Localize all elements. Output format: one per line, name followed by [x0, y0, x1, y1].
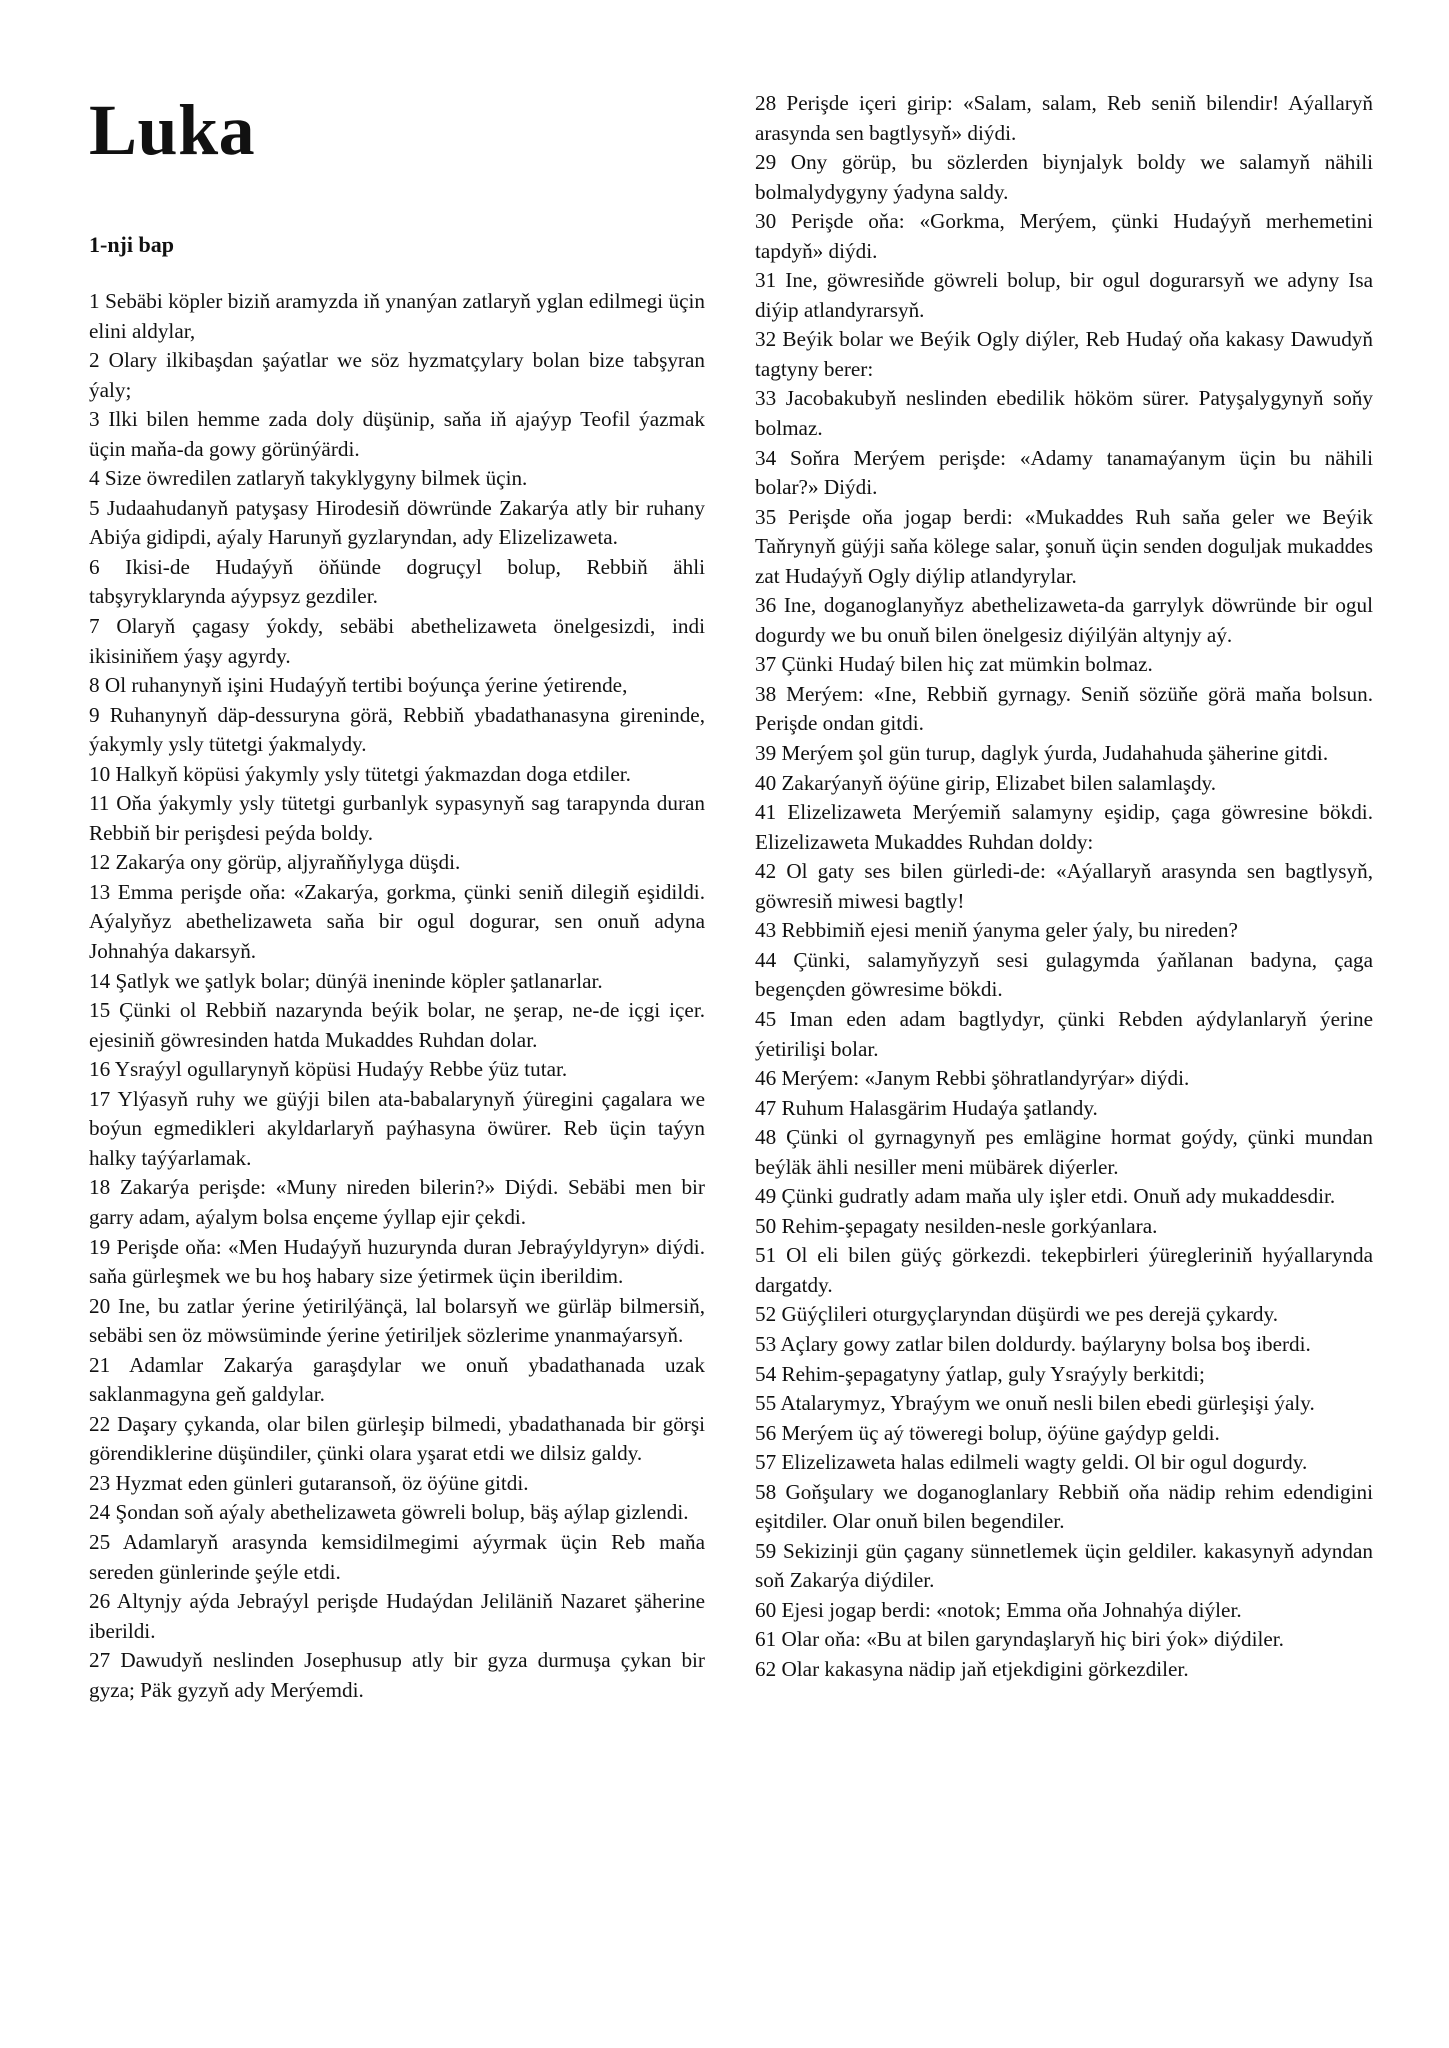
- verse-paragraph: 3 Ilki bilen hemme zada doly düşünip, saňa iň ajaýyp Teofil ýazmak üçin maňa-da gowy görünýärdi.: [89, 407, 705, 461]
- verse-paragraph: 44 Çünki, salamyňyzyň sesi gulagymda ýaňlanan badyna, çaga begençden göwresime bökdi.: [755, 947, 1373, 1002]
- verse-paragraph: 60 Ejesi jogap berdi: «notok; Emma oňa Johnahýa diýler.: [755, 1597, 1242, 1622]
- verse-paragraph: 52 Güýçlileri oturgyçlaryndan düşürdi we pes derejä çykardy.: [755, 1302, 1279, 1327]
- verse-paragraph: 35 Perişde oňa jogap berdi: «Mukaddes Ruh saňa geler we Beýik Taňrynyň güýji saňa kölege salar, şonuň üçin senden doguljak mukaddes zat Hudaýyň Ogly diýlip atlandyrylar.: [755, 504, 1373, 588]
- verse-paragraph: 32 Beýik bolar we Beýik Ogly diýler, Reb Hudaý oňa kakasy Dawudyň tagtyny berer:: [755, 327, 1373, 381]
- verse-paragraph: 1 Sebäbi köpler biziň aramyzda iň ynanýan zatlaryň yglan edilmegi üçin elini aldylar,: [89, 289, 705, 343]
- verse-list-right: [755, 89, 1373, 1685]
- verse-paragraph: 46 Merýem: «Janym Rebbi şöhratlandyrýar» diýdi.: [755, 1066, 1190, 1091]
- verse-paragraph: 10 Halkyň köpüsi ýakymly ysly tütetgi ýakmazdan doga etdiler.: [89, 761, 631, 786]
- verse-paragraph: 12 Zakarýa ony görüp, aljyraňňylyga düşdi.: [89, 850, 461, 875]
- verse-paragraph: 5 Judaahudanyň patyşasy Hirodesiň döwründe Zakarýa atly bir ruhany Abiýa gidipdi, aýaly Harunyň gyzlaryndan, ady Elizelizaweta.: [89, 495, 705, 550]
- verse-paragraph: 33 Jacobakubyň neslinden ebedilik hököm sürer. Patyşalygynyň soňy bolmaz.: [755, 386, 1373, 441]
- verse-paragraph: 34 Soňra Merýem perişde: «Adamy tanamaýanym üçin bu nähili bolar?» Diýdi.: [755, 445, 1373, 500]
- verse-paragraph: 23 Hyzmat eden günleri gutaransoň, öz öýüne gitdi.: [89, 1470, 529, 1495]
- verse-paragraph: 18 Zakarýa perişde: «Muny nireden bilerin?» Diýdi. Sebäbi men bir garry adam, aýalym bolsa ençeme ýyllap ejir çekdi.: [89, 1175, 705, 1229]
- verse-paragraph: 9 Ruhanynyň däp-dessuryna görä, Rebbiň ybadathanasyna gireninde, ýakymly ysly tütetgi ýakmalydy.: [89, 702, 705, 757]
- book-title: Luka: [89, 90, 256, 170]
- verse-paragraph: 55 Atalarymyz, Ybraýym we onuň nesli bilen ebedi gürleşişi ýaly.: [755, 1391, 1315, 1416]
- verse-paragraph: 40 Zakarýanyň öýüne girip, Elizabet bilen salamlaşdy.: [755, 770, 1217, 795]
- verse-paragraph: 61 Olar oňa: «Bu at bilen garyndaşlaryň hiç biri ýok» diýdiler.: [755, 1627, 1284, 1652]
- verse-paragraph: 27 Dawudyň neslinden Josephusup atly bir gyza durmuşa çykan bir gyza; Päk gyzyň ady Merýemdi.: [89, 1648, 705, 1702]
- verse-paragraph: 38 Merýem: «Ine, Rebbiň gyrnagy. Seniň sözüňe görä maňa bolsun. Perişde ondan gitdi.: [755, 681, 1373, 736]
- verse-list-left: [89, 287, 705, 1705]
- verse-paragraph: 56 Merýem üç aý töweregi bolup, öýüne gaýdyp geldi.: [755, 1420, 1220, 1445]
- chapter-heading: 1-nji bap: [89, 232, 174, 257]
- verse-paragraph: 59 Sekizinji gün çagany sünnetlemek üçin geldiler. kakasynyň adyndan soň Zakarýa diýdiler.: [755, 1538, 1373, 1593]
- verse-paragraph: 54 Rehim-şepagatyny ýatlap, guly Ysraýyly berkitdi;: [755, 1361, 1205, 1386]
- verse-paragraph: 20 Ine, bu zatlar ýerine ýetirilýänçä, lal bolarsyň we gürläp bilmersiň, sebäbi sen öz möwsüminde ýerine ýetiriljek sözlerime ynanmaýarsyň.: [89, 1293, 705, 1348]
- verse-paragraph: 19 Perişde oňa: «Men Hudaýyň huzurynda duran Jebraýyldyryn» diýdi. saňa gürleşmek we bu hoş habary size ýetirmek üçin iberildim.: [89, 1234, 705, 1289]
- verse-paragraph: 51 Ol eli bilen güýç görkezdi. tekepbirleri ýüregleriniň hyýallarynda dargatdy.: [755, 1243, 1373, 1297]
- verse-paragraph: 25 Adamlaryň arasynda kemsidilmegimi aýyrmak üçin Reb maňa sereden günlerinde şeýle etdi.: [89, 1529, 705, 1584]
- verse-paragraph: 8 Ol ruhanynyň işini Hudaýyň tertibi boýunça ýerine ýetirende,: [89, 673, 628, 698]
- verse-paragraph: 17 Ylýasyň ruhy we güýji bilen ata-babalarynyň ýüregini çagalara we boýun egmedikleri akyldarlaryň paýhasyna öwürer. Reb üçin taýyn halky taýýarlamak.: [89, 1086, 705, 1170]
- verse-paragraph: 45 Iman eden adam bagtlydyr, çünki Rebden aýdylanlaryň ýerine ýetirilişi bolar.: [755, 1006, 1373, 1061]
- verse-paragraph: 14 Şatlyk we şatlyk bolar; dünýä ineninde köpler şatlanarlar.: [89, 968, 603, 993]
- verse-paragraph: 48 Çünki ol gyrnagynyň pes emlägine hormat goýdy, çünki mundan beýläk ähli nesiller meni mübärek diýerler.: [755, 1125, 1373, 1179]
- verse-paragraph: 13 Emma perişde oňa: «Zakarýa, gorkma, çünki seniň dilegiň eşidildi. Aýalyňyz abethelizaweta saňa bir ogul dogurar, sen onuň adyna Johnahýa dakarsyň.: [89, 879, 705, 964]
- verse-paragraph: 22 Daşary çykanda, olar bilen gürleşip bilmedi, ybadathanada bir görşi görendiklerine düşündiler, çünki olara yşarat etdi we dilsiz galdy.: [89, 1411, 705, 1466]
- verse-paragraph: 21 Adamlar Zakarýa garaşdylar we onuň ybadathanada uzak saklanmagyna geň galdylar.: [89, 1352, 705, 1407]
- verse-paragraph: 28 Perişde içeri girip: «Salam, salam, Reb seniň bilendir! Aýallaryň arasynda sen bagtlysyň» diýdi.: [755, 91, 1373, 145]
- verse-paragraph: 36 Ine, doganoglanyňyz abethelizaweta-da garrylyk döwründe bir ogul dogurdy we bu onuň bilen önelgesiz diýilýän altynjy aý.: [755, 593, 1373, 647]
- verse-paragraph: 24 Şondan soň aýaly abethelizaweta göwreli bolup, bäş aýlap gizlendi.: [89, 1500, 689, 1525]
- verse-paragraph: 42 Ol gaty ses bilen gürledi-de: «Aýallaryň arasynda sen bagtlysyň, göwresiň miwesi bagtly!: [755, 859, 1373, 913]
- verse-paragraph: 41 Elizelizaweta Merýemiň salamyny eşidip, çaga göwresine bökdi. Elizelizaweta Mukaddes Ruhdan doldy:: [755, 800, 1373, 854]
- verse-paragraph: 57 Elizelizaweta halas edilmeli wagty geldi. Ol bir ogul dogurdy.: [755, 1450, 1308, 1475]
- verse-paragraph: 30 Perişde oňa: «Gorkma, Merýem, çünki Hudaýyň merhemetini tapdyň» diýdi.: [755, 209, 1373, 263]
- verse-paragraph: 31 Ine, göwresiňde göwreli bolup, bir ogul dogurarsyň we adyny Isa diýip atlandyrarsyň.: [755, 268, 1373, 322]
- verse-paragraph: 49 Çünki gudratly adam maňa uly işler etdi. Onuň ady mukaddesdir.: [755, 1184, 1336, 1209]
- verse-paragraph: 39 Merýem şol gün turup, daglyk ýurda, Judahahuda şäherine gitdi.: [755, 741, 1329, 766]
- verse-paragraph: 26 Altynjy aýda Jebraýyl perişde Hudaýdan Jeliläniň Nazaret şäherine iberildi.: [89, 1589, 705, 1643]
- verse-paragraph: 2 Olary ilkibaşdan şaýatlar we söz hyzmatçylary bolan bize tabşyran ýaly;: [89, 348, 705, 402]
- verse-paragraph: 4 Size öwredilen zatlaryň takyklygyny bilmek üçin.: [89, 466, 528, 491]
- verse-paragraph: 53 Açlary gowy zatlar bilen doldurdy. baýlaryny bolsa boş iberdi.: [755, 1331, 1311, 1356]
- verse-paragraph: 37 Çünki Hudaý bilen hiç zat mümkin bolmaz.: [755, 652, 1153, 677]
- verse-paragraph: 29 Ony görüp, bu sözlerden biynjalyk boldy we salamyň nähili bolmalydygyny ýadyna saldy.: [755, 150, 1373, 204]
- verse-paragraph: 11 Oňa ýakymly ysly tütetgi gurbanlyk sypasynyň sag tarapynda duran Rebbiň bir perişdesi peýda boldy.: [89, 791, 705, 845]
- verse-paragraph: 15 Çünki ol Rebbiň nazarynda beýik bolar, ne şerap, ne-de içgi içer. ejesiniň göwresinden hatda Mukaddes Ruhdan dolar.: [89, 998, 705, 1052]
- verse-paragraph: 7 Olaryň çagasy ýokdy, sebäbi abethelizaweta önelgesizdi, indi ikisiniňem ýaşy agyrdy.: [89, 614, 705, 668]
- verse-paragraph: 16 Ysraýyl ogullarynyň köpüsi Hudaýy Rebbe ýüz tutar.: [89, 1057, 568, 1082]
- verse-paragraph: 62 Olar kakasyna nädip jaň etjekdigini görkezdiler.: [755, 1656, 1189, 1681]
- verse-paragraph: 6 Ikisi-de Hudaýyň öňünde dogruçyl bolup, Rebbiň ähli tabşyryklarynda aýypsyz gezdiler.: [89, 554, 705, 609]
- verse-paragraph: 47 Ruhum Halasgärim Hudaýa şatlandy.: [755, 1095, 1098, 1120]
- verse-paragraph: 50 Rehim-şepagaty nesilden-nesle gorkýanlara.: [755, 1213, 1158, 1238]
- verse-paragraph: 43 Rebbimiň ejesi meniň ýanyma geler ýaly, bu nireden?: [755, 918, 1238, 943]
- verse-paragraph: 58 Goňşulary we doganoglanlary Rebbiň oňa nädip rehim edendigini eşitdiler. Olar onuň bilen begendiler.: [755, 1479, 1373, 1534]
